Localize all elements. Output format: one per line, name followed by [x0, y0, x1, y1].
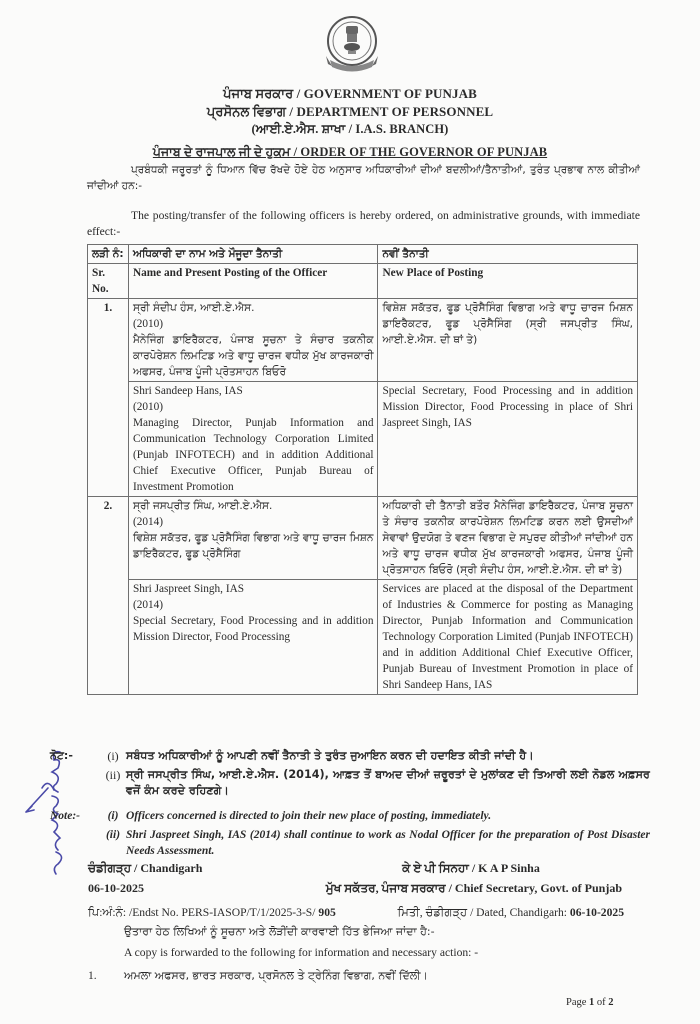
table-row: [88, 299, 638, 382]
branch-heading: (ਆਈ.ਏ.ਐਸ. ਸ਼ਾਖਾ / I.A.S. BRANCH): [251, 122, 449, 136]
note-number: (ii): [105, 768, 121, 782]
note-text: Officers concerned is directed to join their new place of posting, immediately.: [126, 810, 492, 822]
table-row: [88, 497, 638, 580]
present-posting-en: Managing Director, Punjab Information and Communication Technology Corporation Limited (Punjab INFOTECH) and in addition Additional Chief Executive Officer, Punjab Bureau of Investment Promotion: [132, 417, 374, 493]
header-posting-pa: ਨਵੀਂ ਤੈਨਾਤੀ: [378, 245, 638, 264]
header-sr-en: Sr. No.: [88, 264, 129, 299]
intro-english-text: The posting/transfer of the following officers is hereby ordered, on administrative grounds, with immediate effect:-: [87, 209, 640, 238]
note-number: (i): [107, 810, 119, 822]
officer-batch-pa: (2014): [132, 516, 164, 528]
page-of: of: [596, 997, 606, 1008]
officer-cell-pa: [128, 299, 378, 382]
signatory-name: ਕੇ ਏ ਪੀ ਸਿਨਹਾ / K A P Sinha: [402, 861, 540, 875]
note-item: [50, 808, 650, 824]
officer-name-pa: ਸ੍ਰੀ ਜਸਪ੍ਰੀਤ ਸਿੰਘ, ਆਈ.ਏ.ਐਸ.: [132, 500, 273, 512]
endorsement-line: [88, 906, 624, 920]
table-header-punjabi: [88, 245, 638, 264]
note-text: ਸਬੰਧਤ ਅਧਿਕਾਰੀਆਂ ਨੂੰ ਆਪਣੀ ਨਵੀਂ ਤੈਨਾਤੀ ਤੇ ਤੁਰੰਤ ਜੁਆਇਨ ਕਰਨ ਦੀ ਹਦਾਇਤ ਕੀਤੀ ਜਾਂਦੀ ਹੈ।: [126, 749, 534, 762]
note-label-pa: ਨੋਟ:-: [50, 749, 73, 762]
endorsement-no-value: 905: [318, 906, 336, 919]
header-posting-en: New Place of Posting: [378, 264, 638, 299]
officer-cell-en: [128, 580, 378, 695]
serial-number: 1.: [88, 299, 129, 497]
note-label-en: Note:-: [50, 810, 81, 822]
posting-orders-table: [87, 244, 638, 695]
present-posting-pa: ਵਿਸ਼ੇਸ਼ ਸਕੱਤਰ, ਫੂਡ ਪ੍ਰੋਸੈਸਿੰਗ ਵਿਭਾਗ ਅਤੇ ਵਾਧੂ ਚਾਰਜ ਮਿਸ਼ਨ ਡਾਇਰੈਕਟਰ, ਫੂਡ ਪ੍ਰੋਸੈਸਿੰਗ: [132, 532, 374, 560]
intro-punjabi: [87, 162, 640, 194]
header-sr-pa: ਲੜੀ ਨੰ:: [88, 245, 129, 264]
table-header-english: [88, 264, 638, 299]
notes-english: [50, 808, 650, 862]
note-item: [50, 827, 650, 859]
officer-cell-pa: [128, 497, 378, 580]
note-item: [50, 767, 650, 799]
copy-forward-english: A copy is forwarded to the following for information and necessary action: -: [124, 946, 479, 959]
new-posting-en: Special Secretary, Food Processing and in addition Mission Director, Food Processing in place of Shri Jaspreet Singh, IAS: [378, 382, 638, 497]
signatory-designation: ਮੁੱਖ ਸਕੱਤਰ, ਪੰਜਾਬ ਸਰਕਾਰ / Chief Secretary, Govt. of Punjab: [325, 881, 622, 895]
copy-recipient-item: [88, 969, 428, 983]
intro-english: [87, 208, 640, 240]
note-text: ਸ੍ਰੀ ਜਸਪ੍ਰੀਤ ਸਿੰਘ, ਆਈ.ਏ.ਐਸ. (2014), ਆਫ਼ਤ ਤੋਂ ਬਾਅਦ ਦੀਆਂ ਜ਼ਰੂਰਤਾਂ ਦੇ ਮੁਲਾਂਕਣ ਦੀ ਤਿਆਰੀ ਲਈ ਨੋਡਲ ਅਫ਼ਸਰ ਵਜੋਂ ਕੰਮ ਕਰਦੇ ਰਹਿਣਗੇ।: [126, 768, 650, 797]
header-name-pa: ਅਧਿਕਾਰੀ ਦਾ ਨਾਮ ਅਤੇ ਮੌਜੂਦਾ ਤੈਨਾਤੀ: [128, 245, 378, 264]
order-title: ਪੰਜਾਬ ਦੇ ਰਾਜਪਾਲ ਜੀ ਦੇ ਹੁਕਮ / ORDER OF THE GOVERNOR OF PUNJAB: [152, 145, 548, 159]
page-number: [566, 997, 614, 1008]
endorsement-date: [398, 906, 625, 920]
punjab-government-seal-icon: [322, 12, 382, 76]
notes-punjabi: [50, 748, 650, 802]
new-posting-pa: ਅਧਿਕਾਰੀ ਦੀ ਤੈਨਾਤੀ ਬਤੌਰ ਮੈਨੇਜਿੰਗ ਡਾਇਰੈਕਟਰ, ਪੰਜਾਬ ਸੂਚਨਾ ਤੇ ਸੰਚਾਰ ਤਕਨੀਕ ਕਾਰਪੋਰੇਸ਼ਨ ਲਿਮਟਿਡ ਕਰਨ ਲਈ ਉਸਦੀਆਂ ਸੇਵਾਵਾਂ ਉਦਯੋਗ ਤੇ ਵਣਜ ਵਿਭਾਗ ਦੇ ਸਪੁਰਦ ਕੀਤੀਆਂ ਜਾਂਦੀਆਂ ਹਨ ਅਤੇ ਵਾਧੂ ਚਾਰਜ ਵਧੀਕ ਮੁੱਖ ਕਾਰਜਕਾਰੀ ਅਫਸਰ, ਪੰਜਾਬ ਪੂੰਜੀ ਪ੍ਰੋਤਸਾਹਨ ਬਿਓਰੋ (ਸ੍ਰੀ ਸੰਦੀਪ ਹੰਸ, ਆਈ.ਏ.ਐਸ. ਦੀ ਥਾਂ ਤੇ): [378, 497, 638, 580]
officer-batch-en: (2014): [132, 599, 164, 611]
table-row: [88, 382, 638, 497]
officer-name-en: Shri Sandeep Hans, IAS: [132, 385, 243, 397]
page-current: 1: [589, 997, 595, 1008]
note-number: (i): [107, 749, 119, 763]
officer-cell-en: [128, 382, 378, 497]
officer-batch-en: (2010): [132, 401, 164, 413]
present-posting-en: Special Secretary, Food Processing and in addition Mission Director, Food Processing: [132, 615, 374, 643]
intro-punjabi-text: ਪ੍ਰਬੰਧਕੀ ਜਰੂਰਤਾਂ ਨੂੰ ਧਿਆਨ ਵਿੱਚ ਰੱਖਦੇ ਹੋਏ ਹੇਠ ਅਨੁਸਾਰ ਅਧਿਕਾਰੀਆਂ ਦੀਆਂ ਬਦਲੀਆਂ/ਤੈਨਾਤੀਆਂ, ਤੁਰੰਤ ਪ੍ਰਭਾਵ ਨਾਲ ਕੀਤੀਆਂ ਜਾਂਦੀਆਂ ਹਨ:-: [87, 164, 640, 192]
copy-recipient-text: ਅਮਲਾ ਅਫਸਰ, ਭਾਰਤ ਸਰਕਾਰ, ਪ੍ਰਸੋਨਲ ਤੇ ਟ੍ਰੇਨਿੰਗ ਵਿਭਾਗ, ਨਵੀਂ ਦਿੱਲੀ।: [124, 969, 428, 982]
signatory-block: [300, 858, 622, 898]
signoff-place-date: [88, 858, 202, 898]
copy-recipient-number: 1.: [88, 969, 97, 982]
officer-name-en: Shri Jaspreet Singh, IAS: [132, 583, 245, 595]
new-posting-pa: ਵਿਸ਼ੇਸ਼ ਸਕੱਤਰ, ਫੂਡ ਪ੍ਰੋਸੈਸਿੰਗ ਵਿਭਾਗ ਅਤੇ ਵਾਧੂ ਚਾਰਜ ਮਿਸ਼ਨ ਡਾਇਰੈਕਟਰ, ਫੂਡ ਪ੍ਰੋਸੈਸਿੰਗ (ਸ੍ਰੀ ਜਸਪ੍ਰੀਤ ਸਿੰਘ, ਆਈ.ਏ.ਐਸ. ਦੀ ਥਾਂ ਤੇ): [378, 299, 638, 382]
endorsement-number: [88, 906, 336, 920]
header-name-en: Name and Present Posting of the Officer: [128, 264, 378, 299]
copy-forward-punjabi: ਉਤਾਰਾ ਹੇਠ ਲਿਖਿਆਂ ਨੂੰ ਸੂਚਨਾ ਅਤੇ ਲੋੜੀਂਦੀ ਕਾਰਵਾਈ ਹਿੱਤ ਭੇਜਿਆ ਜਾਂਦਾ ਹੈ:-: [124, 925, 435, 938]
table-row: [88, 580, 638, 695]
endorsement-prefix: ਪਿ:ਅੰ:ਨੰ: /Endst No. PERS-IASOP/T/1/2025-3-S/: [88, 906, 316, 919]
officer-name-pa: ਸ੍ਰੀ ਸੰਦੀਪ ਹੰਸ, ਆਈ.ਏ.ਐਸ.: [132, 302, 255, 314]
serial-number: 2.: [88, 497, 129, 695]
note-number: (ii): [105, 829, 121, 841]
signoff-date: 06-10-2025: [88, 881, 144, 895]
signoff-place: ਚੰਡੀਗੜ੍ਹ / Chandigarh: [88, 861, 203, 875]
new-posting-en: Services are placed at the disposal of the Department of Industries & Commerce for posting as Managing Director, Punjab Information and Communication Technology Corporation Limited (Punjab INFOTECH) and in addition Additional Chief Executive Officer, Punjab Bureau of Investment Promotion in place of Shri Sandeep Hans, IAS: [378, 580, 638, 695]
present-posting-pa: ਮੈਨੇਜਿੰਗ ਡਾਇਰੈਕਟਰ, ਪੰਜਾਬ ਸੂਚਨਾ ਤੇ ਸੰਚਾਰ ਤਕਨੀਕ ਕਾਰਪੋਰੇਸ਼ਨ ਲਿਮਟਿਡ ਅਤੇ ਵਾਧੂ ਚਾਰਜ ਵਧੀਕ ਮੁੱਖ ਕਾਰਜਕਾਰੀ ਅਫਸਰ, ਪੰਜਾਬ ਪੂੰਜੀ ਪ੍ਰੋਤਸਾਹਨ ਬਿਓਰੋ: [132, 334, 374, 378]
endorsement-date-label: ਮਿਤੀ, ਚੰਡੀਗੜ੍ਹ / Dated, Chandigarh:: [397, 906, 567, 919]
officer-batch-pa: (2010): [132, 318, 164, 330]
department-heading: ਪ੍ਰਸੋਨਲ ਵਿਭਾਗ / DEPARTMENT OF PERSONNEL: [206, 104, 494, 119]
government-heading: ਪੰਜਾਬ ਸਰਕਾਰ / GOVERNMENT OF PUNJAB: [223, 86, 477, 101]
note-item: [50, 748, 650, 764]
page-total: 2: [608, 997, 614, 1008]
endorsement-date-value: 06-10-2025: [569, 906, 624, 919]
page-label: Page: [566, 997, 587, 1008]
note-text: Shri Jaspreet Singh, IAS (2014) shall continue to work as Nodal Officer for the preparation of Post Disaster Needs Assessment.: [126, 829, 650, 857]
